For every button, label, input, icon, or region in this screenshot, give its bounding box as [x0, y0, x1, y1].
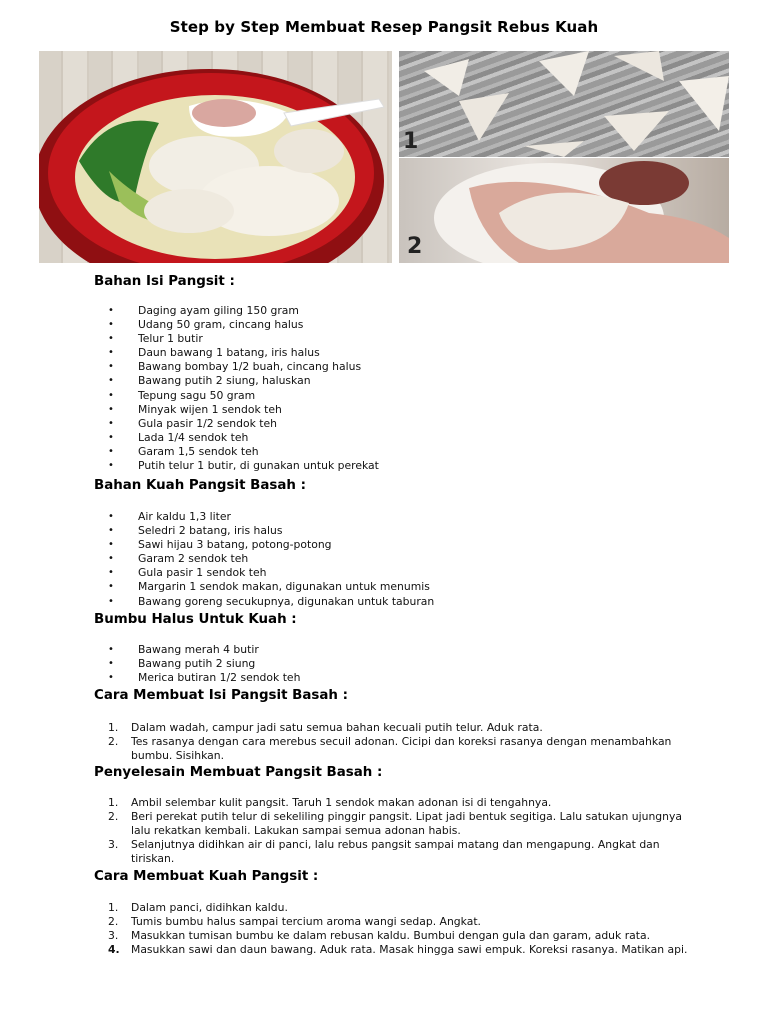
list-item: • Seledri 2 batang, iris halus [94, 524, 694, 538]
section-heading: Bahan Isi Pangsit : [94, 274, 235, 289]
list-item: 1. Dalam panci, didihkan kaldu. [108, 901, 288, 914]
list-item: • Merica butiran 1/2 sendok teh [94, 671, 694, 685]
list-item: • Air kaldu 1,3 liter [94, 510, 694, 524]
list-item: 2. Tes rasanya dengan cara merebus secuil adonan. Cicipi dan koreksi rasanya dengan menambahkan bumbu. Sisihkan. [108, 735, 672, 763]
list-item: • Daging ayam giling 150 gram [94, 304, 694, 318]
ingredient-list [94, 643, 694, 685]
step-2-photo [399, 158, 729, 263]
step-2-label: 2 [407, 234, 423, 259]
section-bahan-kuah [94, 478, 694, 609]
ingredient-list [94, 304, 694, 473]
section-heading: Penyelesain Membuat Pangsit Basah : [94, 765, 383, 780]
section-heading: Bahan Kuah Pangsit Basah : [94, 478, 306, 493]
list-item: • Tepung sagu 50 gram [94, 389, 694, 403]
list-item: 2. Tumis bumbu halus sampai tercium aroma wangi sedap. Angkat. [108, 915, 481, 929]
step-1-label: 1 [403, 129, 419, 154]
list-item: • Daun bawang 1 batang, iris halus [94, 346, 694, 360]
list-item: • Garam 1,5 sendok teh [94, 445, 694, 459]
step-list [94, 901, 694, 957]
list-item: • Bawang putih 2 siung [94, 657, 694, 671]
section-penyelesain [94, 765, 694, 866]
section-heading: Cara Membuat Kuah Pangsit : [94, 869, 319, 884]
list-item: • Bawang goreng secukupnya, digunakan untuk taburan [94, 595, 694, 609]
page-title: Step by Step Membuat Resep Pangsit Rebus Kuah [169, 18, 599, 36]
section-bumbu-halus [94, 612, 694, 685]
section-bahan-isi [94, 274, 694, 473]
wonton-wrappers-illustration [399, 51, 729, 157]
list-item: 1. Ambil selembar kulit pangsit. Taruh 1 sendok makan adonan isi di tengahnya. [108, 796, 552, 809]
step-1-photo [399, 51, 729, 157]
folding-steps-photo [399, 51, 729, 263]
list-item: 4. Masukkan sawi dan daun bawang. Aduk rata. Masak hingga sawi empuk. Koreksi rasanya. Matikan api. [108, 943, 688, 957]
list-item: • Sawi hijau 3 batang, potong-potong [94, 538, 694, 552]
list-item: • Margarin 1 sendok makan, digunakan untuk menumis [94, 580, 694, 594]
step-list [94, 721, 694, 763]
list-item: 1. Dalam wadah, campur jadi satu semua bahan kecuali putih telur. Aduk rata. [108, 721, 543, 734]
list-item: • Putih telur 1 butir, di gunakan untuk perekat [94, 459, 694, 473]
list-item: 2. Beri perekat putih telur di sekeliling pinggir pangsit. Lipat jadi bentuk segitiga. Lalu satukan ujungnya lalu rekatkan kembali. Lakukan sampai semua adonan habis. [108, 810, 682, 838]
wonton-soup-illustration [39, 51, 392, 263]
list-item: • Minyak wijen 1 sendok teh [94, 403, 694, 417]
section-heading: Bumbu Halus Untuk Kuah : [94, 612, 297, 627]
list-item: • Lada 1/4 sendok teh [94, 431, 694, 445]
list-item: • Telur 1 butir [94, 332, 694, 346]
folding-hand-illustration [399, 158, 729, 263]
list-item: • Bawang putih 2 siung, haluskan [94, 374, 694, 388]
step-list [94, 796, 694, 866]
list-item: • Bawang bombay 1/2 buah, cincang halus [94, 360, 694, 374]
list-item: • Udang 50 gram, cincang halus [94, 318, 694, 332]
list-item: 3. Selanjutnya didihkan air di panci, lalu rebus pangsit sampai matang dan mengapung. Angkat dan tiriskan. [108, 838, 660, 866]
ingredient-list [94, 510, 694, 609]
list-item: 3. Masukkan tumisan bumbu ke dalam rebusan kaldu. Bumbui dengan gula dan garam, aduk rata. [108, 929, 651, 943]
section-heading: Cara Membuat Isi Pangsit Basah : [94, 688, 348, 703]
section-cara-kuah [94, 869, 694, 957]
section-cara-isi [94, 688, 694, 763]
list-item: • Bawang merah 4 butir [94, 643, 694, 657]
list-item: • Garam 2 sendok teh [94, 552, 694, 566]
list-item: • Gula pasir 1 sendok teh [94, 566, 694, 580]
wonton-soup-photo [39, 51, 392, 263]
list-item: • Gula pasir 1/2 sendok teh [94, 417, 694, 431]
